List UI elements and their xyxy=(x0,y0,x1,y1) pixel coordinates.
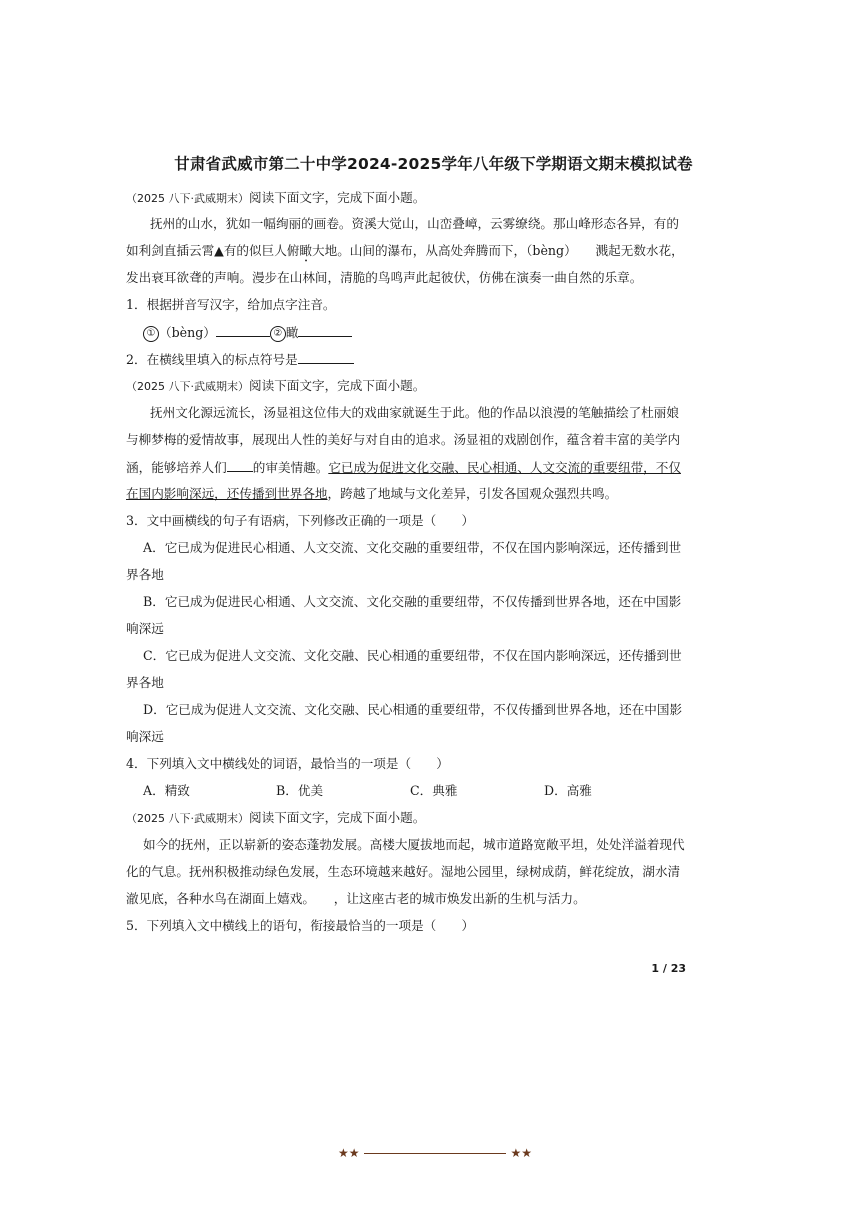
section3-para-line: 澈见底，各种水鸟在湖面上嬉戏。 ，让这座古老的城市焕发出新的生机与活力。 xyxy=(126,891,586,906)
question-5-stem: 5．下列填入文中横线上的语句，衔接最恰当的一项是（ ） xyxy=(126,918,475,933)
section1-source: （2025 八下·武威期末） xyxy=(126,192,249,205)
section1-instruction: 阅读下面文字，完成下面小题。 xyxy=(249,190,426,205)
answer-blank[interactable] xyxy=(227,459,253,472)
question-3-stem: 3．文中画横线的句子有语病，下列修改正确的一项是（ ） xyxy=(126,513,475,528)
question-2 xyxy=(126,351,746,368)
question-4-option-b[interactable]: B．优美 xyxy=(276,783,324,798)
dotted-char: 瞰 xyxy=(299,243,312,258)
page-number: 1 / 23 xyxy=(651,962,686,975)
section3-instruction: 阅读下面文字，完成下面小题。 xyxy=(249,810,426,825)
section2-para-line: 涵，能够培养人们 的审美情趣。它已成为促进文化交融、民心相通、人文交流的重要纽带，不仅 xyxy=(126,460,681,475)
footer-rule xyxy=(364,1153,506,1154)
section1-para-line: 抚州的山水，犹如一幅绚丽的画卷。资溪大觉山，山峦叠嶂，云雾缭绕。那山峰形态各异，有的 xyxy=(150,216,679,231)
question-1-stem: 1．根据拼音写汉字，给加点字注音。 xyxy=(126,297,336,312)
section2-instruction: 阅读下面文字，完成下面小题。 xyxy=(249,378,426,393)
section2-para-line: 抚州文化源远流长，汤显祖这位伟大的戏曲家就诞生于此。他的作品以浪漫的笔触描绘了杜丽娘 xyxy=(150,405,679,420)
question-3-option-c[interactable]: C．它已成为促进人文交流、文化交融、民心相通的重要纽带，不仅在国内影响深远，还传播到世 xyxy=(143,648,682,663)
star-icon: ★★ xyxy=(338,1146,360,1160)
circled-number: ① xyxy=(143,326,159,342)
question-3-option-d-cont: 响深远 xyxy=(126,729,164,744)
underlined-sentence: 在国内影响深远，还传播到世界各地 xyxy=(126,486,328,501)
question-3-option-c-cont: 界各地 xyxy=(126,675,164,690)
question-4-options xyxy=(143,783,763,799)
answer-blank[interactable] xyxy=(216,324,270,337)
section3-para-line: 化的气息。抚州积极推动绿色发展，生态环境越来越好。湿地公园里，绿树成荫，鲜花绽放，湖水清 xyxy=(126,864,681,879)
question-2-stem: 2．在横线里填入的标点符号是 xyxy=(126,352,298,367)
section2-header xyxy=(126,378,746,395)
question-4-option-d[interactable]: D．高雅 xyxy=(544,783,592,798)
section1-header xyxy=(126,190,746,207)
question-1-items: ① （bèng） ② 瞰 xyxy=(143,324,763,342)
question-3-option-a-cont: 界各地 xyxy=(126,567,164,582)
answer-blank[interactable] xyxy=(298,324,352,337)
section3-para-line: 如今的抚州，正以崭新的姿态蓬勃发展。高楼大厦拔地而起，城市道路宽敞平坦，处处洋溢着现代 xyxy=(143,837,685,852)
page-title: 甘肃省武威市第二十中学2024-2025学年八年级下学期语文期末模拟试卷 xyxy=(174,155,693,173)
question-3-option-b[interactable]: B．它已成为促进民心相通、人文交流、文化交融的重要纽带，不仅传播到世界各地，还在中国影 xyxy=(143,594,682,609)
circled-number: ② xyxy=(270,326,286,342)
star-icon: ★★ xyxy=(510,1146,532,1160)
section1-para-line: 如利剑直插云霄▲有的似巨人俯瞰大地。山间的瀑布，从高处奔腾而下，（bèng） 溅起无数水花， xyxy=(126,243,684,258)
question-4-option-c[interactable]: C．典雅 xyxy=(410,783,458,798)
question-3-option-b-cont: 响深远 xyxy=(126,621,164,636)
section2-source: （2025 八下·武威期末） xyxy=(126,380,249,393)
section3-header xyxy=(126,810,746,827)
question-4-option-a[interactable]: A．精致 xyxy=(143,783,190,798)
footer-ornament xyxy=(338,1146,532,1166)
section2-para-line: 在国内影响深远，还传播到世界各地，跨越了地域与文化差异，引发各国观众强烈共鸣。 xyxy=(126,486,618,501)
question-3-option-a[interactable]: A．它已成为促进民心相通、人文交流、文化交融的重要纽带，不仅在国内影响深远，还传播到世 xyxy=(143,540,682,555)
answer-blank[interactable] xyxy=(298,351,354,364)
question-3-option-d[interactable]: D．它已成为促进人文交流、文化交融、民心相通的重要纽带，不仅传播到世界各地，还在中国影 xyxy=(143,702,683,717)
section3-source: （2025 八下·武威期末） xyxy=(126,812,249,825)
underlined-sentence: 它已成为促进文化交融、民心相通、人文交流的重要纽带，不仅 xyxy=(328,460,681,475)
section1-para-line: 发出衰耳欲聋的声响。漫步在山林间，清脆的鸟鸣声此起彼伏，仿佛在演奏一曲自然的乐章。 xyxy=(126,270,643,285)
section2-para-line: 与柳梦梅的爱情故事，展现出人性的美好与对自由的追求。汤显祖的戏剧创作，蕴含着丰富的美学内 xyxy=(126,432,681,447)
question-4-stem: 4．下列填入文中横线处的词语，最恰当的一项是（ ） xyxy=(126,756,449,771)
